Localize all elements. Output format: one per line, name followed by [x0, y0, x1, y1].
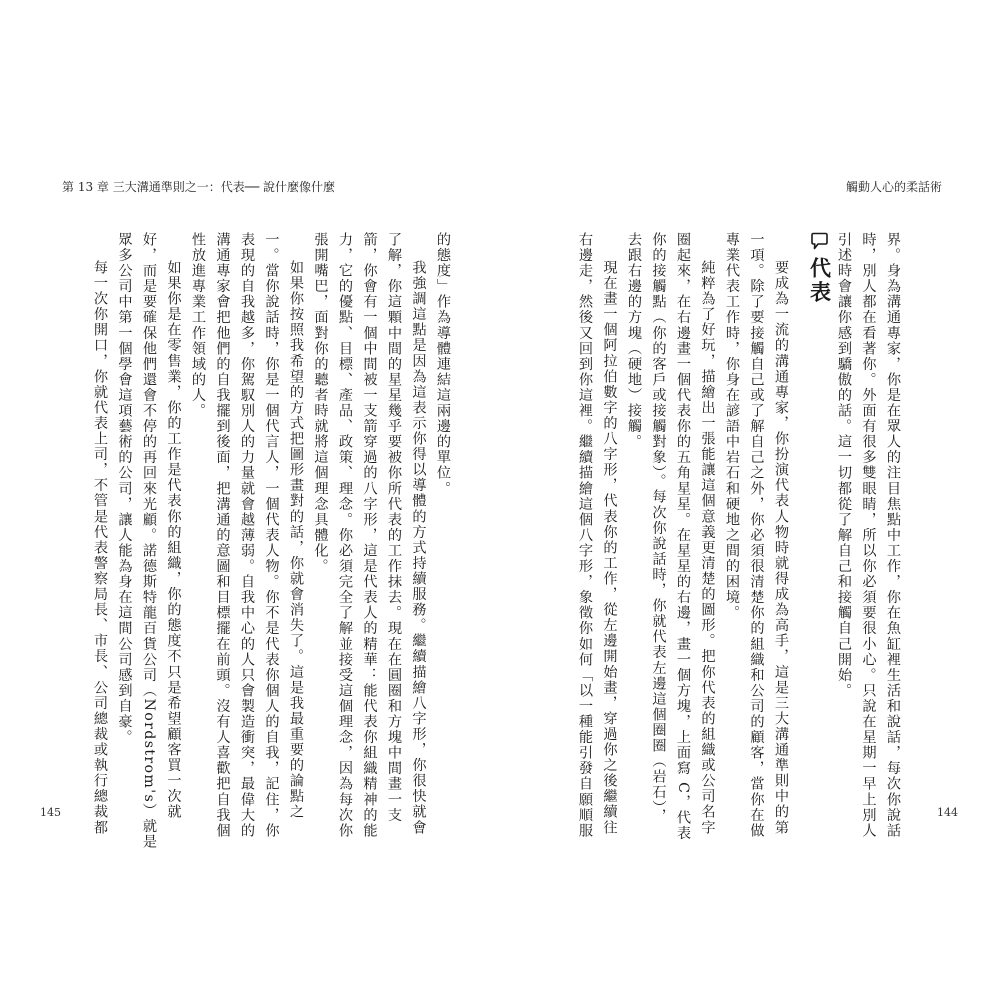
body-line: 右邊走，然後又回到你這裡。繼續描繪這個八字形，象徵你如何「以一種能引發自願順服: [577, 232, 593, 839]
body-line: 每一次你開口，你就代表上司，不管是代表警察局長、市長、公司總裁或執行總裁都: [92, 260, 108, 836]
body-line: 去跟右邊的方塊（硬地）接觸。: [626, 232, 642, 450]
section-heading: [807, 232, 832, 792]
page-number-left: 145: [40, 806, 61, 819]
body-line: 眾多公司中第一個學會這項藝術的公司，讓人能為身在這間公司感到自豪。: [116, 232, 133, 746]
body-line: 現在畫一個阿拉伯數字的八字形，代表你的工作，從左邊開始畫，穿過你之後繼續往: [601, 260, 618, 836]
body-line: 一。當你說話時，你是一個代言人，一個代表人物。你不是代表你個人的自我，記住，你: [263, 232, 280, 839]
body-line: 好，而是要確保他們還會不停的再回來光顧。諾德斯特龍百貨公司（Nordstrom's）就是: [141, 232, 157, 850]
body-line: 表現的自我越多，你駕馭別人的力量就會越薄弱。自我中心的人只會製造衝突，最偉大的: [239, 232, 255, 839]
speech-bubble-icon: [810, 232, 829, 251]
body-line: 的態度」作為導體連結這兩邊的單位。: [435, 232, 451, 497]
body-line: 力，它的優點、目標、產品、政策、理念。你必須完全了解並接受這個理念，因為每次你: [337, 232, 353, 839]
body-line: 時，別人都在看著你。外面有很多雙眼睛，所以你必須要很小心。只說在星期一早上別人: [860, 232, 877, 839]
right-page-text: [577, 232, 905, 841]
body-line: 圈起來，在右邊畫一個代表你的五角星星。在星星的右邊，畫一個方塊，上面寫 C，代表: [675, 232, 691, 841]
body-line: 性放進專業工作領域的人。: [190, 232, 206, 419]
section-heading-text: 代表: [807, 257, 832, 305]
body-line: 界。身為溝通專家，你是在眾人的注目焦點中工作，你在魚缸裡生活和說話，每次你說話: [885, 232, 901, 839]
body-line: 我強調這點是因為這表示你得以導體的方式持續服務。繼續描繪八字形，你很快就會: [410, 260, 427, 836]
page-number-right: 144: [937, 806, 958, 819]
running-head-right: 觸動人心的柔話術: [845, 180, 942, 194]
body-line: 了解，你這顆中間的星星幾乎要被你所代表的工作抹去。現在在圓圈和方塊中間畫一支: [386, 232, 402, 823]
body-line: 如果你是在零售業，你的工作是代表你的組織，你的態度不只是希望顧客買一次就: [165, 260, 182, 821]
body-line: 如果你按照我希望的方式把圖形畫對的話，你就會消失了。這是我最重要的論點之: [288, 260, 304, 821]
body-line: 引述時會讓你感到驕傲的話。這一切都從了解自己和接觸自己開始。: [836, 232, 852, 699]
body-line: 專業代表工作時，你身在諺語中岩石和硬地之間的困境。: [724, 232, 740, 621]
body-line: 溝通專家會把他們的自我擺到後面，把溝通的意圖和目標擺在前頭。沒有人喜歡把自我個: [214, 232, 231, 839]
body-line: 張開嘴巴，面對你的聽者時就將這個理念具體化。: [312, 232, 329, 575]
body-line: 箭，你會有一個中間被一支箭穿過的八字形，這是代表人的精華：能代表你組織精神的能: [361, 232, 378, 839]
body-line: 一項。除了要接觸自己或了解自己之外，你必須很清楚你的組織和公司的顧客，當你在做: [748, 232, 765, 839]
body-line: 你的接觸點（你的客戶或接觸對象）。每次你說話時，你就代表左邊這個圈圈（岩石），: [650, 232, 667, 825]
body-line: 要成為一流的溝通專家，你扮演代表人物時就得成為高手，這是三大溝通準則中的第: [773, 260, 789, 836]
body-line: 純粹為了好玩，描繪出一張能讓這個意義更清楚的圖形。把你代表的組織或公司名字: [699, 260, 716, 836]
left-page-text: [92, 232, 455, 850]
running-head-left: 第 13 章 三大溝通準則之一：代表── 說什麼像什麼: [62, 180, 335, 194]
